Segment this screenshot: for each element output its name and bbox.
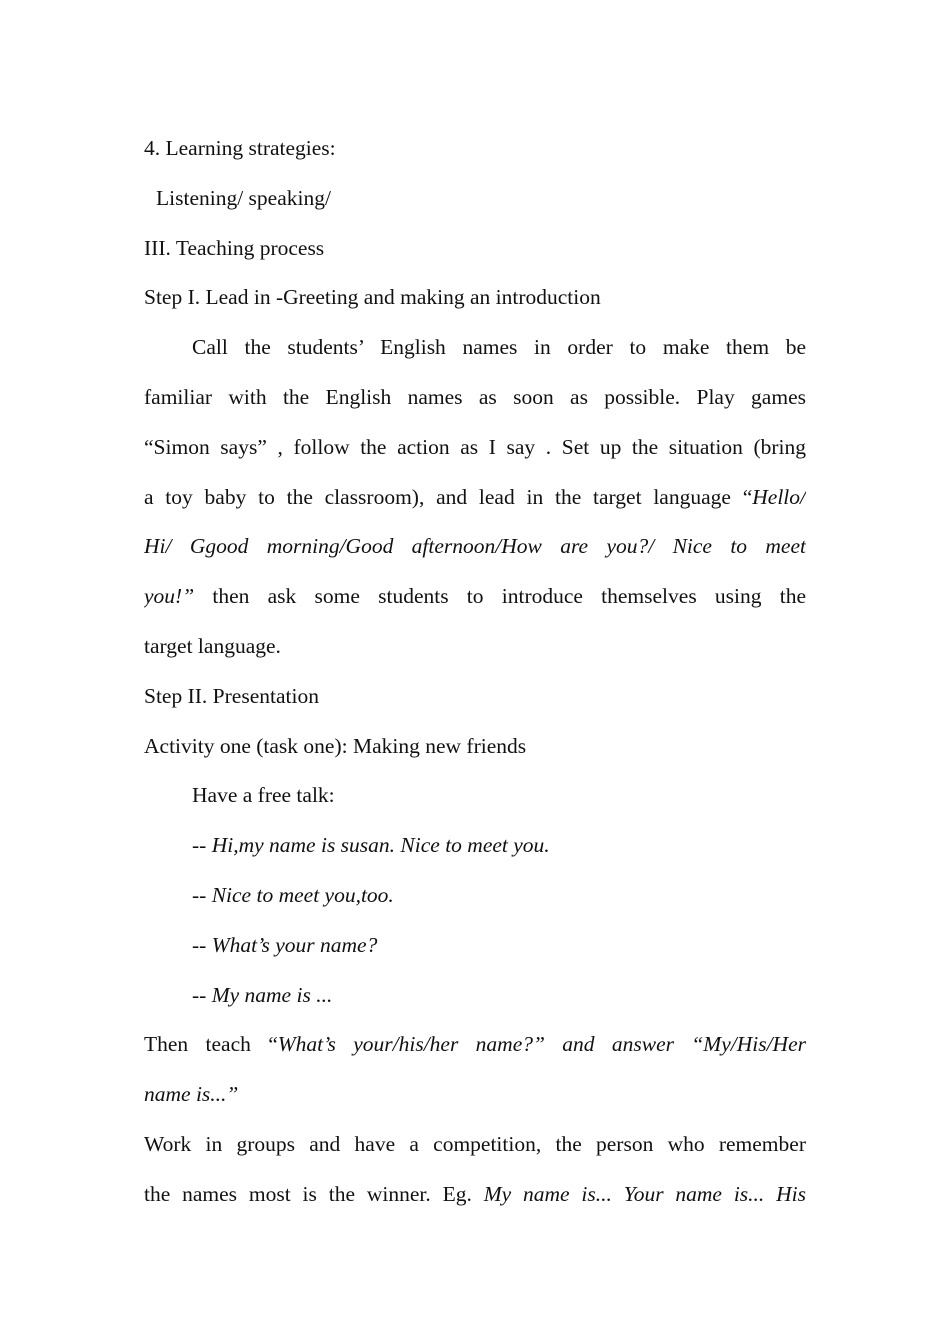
activity-one-heading: Activity one (task one): Making new friends [144, 733, 527, 758]
paragraph-line: target language. [144, 633, 281, 658]
document-page [144, 124, 806, 1220]
paragraph-line: a toy baby to the classroom), and lead in the target language “Hello/ [144, 484, 806, 509]
learning-strategies-list: Listening/ speaking/ [156, 185, 331, 210]
paragraph-line: you!” then ask some students to introduce themselves using the [144, 584, 806, 609]
free-talk-label: Have a free talk: [192, 783, 335, 808]
paragraph-line: “Simon says” , follow the action as I say . Set up the situation (bring [144, 434, 806, 459]
dialogue-line: -- Hi,my name is susan. Nice to meet you. [192, 833, 550, 858]
paragraph-line: Call the students’ English names in order to make them be [192, 335, 806, 360]
teaching-process-heading: III. Teaching process [144, 235, 325, 260]
group-work-line: the names most is the winner. Eg. My name is... Your name is... His [144, 1181, 806, 1206]
learning-strategies-heading: 4. Learning strategies: [144, 136, 336, 160]
dialogue-line: -- Nice to meet you,too. [192, 882, 394, 907]
step-one-heading: Step I. Lead in -Greeting and making an introduction [144, 285, 601, 310]
group-work-line: Work in groups and have a competition, the person who remember [144, 1131, 806, 1156]
paragraph-line: familiar with the English names as soon as possible. Play games [144, 384, 806, 409]
dialogue-line: -- What’s your name? [192, 932, 378, 957]
paragraph-line: Hi/ Ggood morning/Good afternoon/How are you?/ Nice to meet [144, 534, 806, 559]
teach-line: Then teach “What’s your/his/her name?” and answer “My/His/Her [144, 1032, 806, 1057]
teach-line: name is...” [144, 1082, 239, 1107]
dialogue-line: -- My name is ... [192, 982, 333, 1007]
step-two-heading: Step II. Presentation [144, 683, 319, 708]
